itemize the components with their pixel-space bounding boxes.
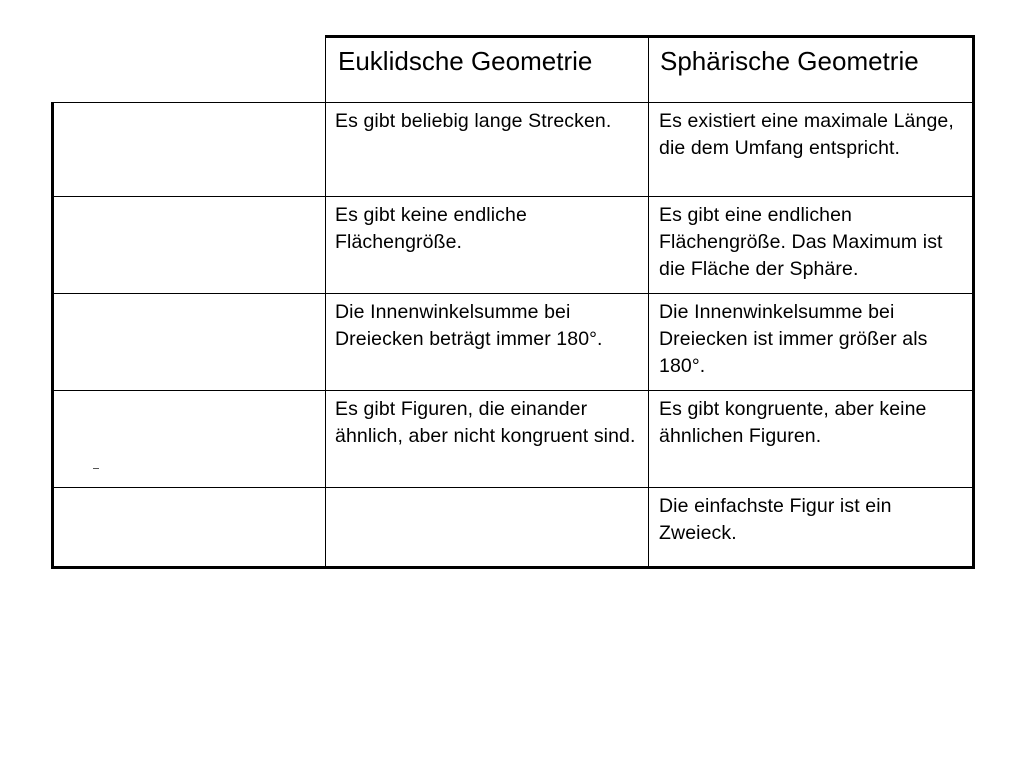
table-bottom-border	[51, 566, 975, 569]
row-1-spherical: Es existiert eine maximale Länge, die dem Umfang entspricht.	[659, 110, 954, 159]
column-divider-1	[325, 102, 326, 567]
row-divider-top	[52, 102, 975, 103]
header-spherical: Sphärische Geometrie	[660, 46, 919, 76]
row-1-euclidean: Es gibt beliebig lange Strecken.	[335, 110, 612, 132]
row-divider-4	[52, 487, 975, 488]
table-left-border	[51, 102, 54, 569]
row-2-spherical: Es gibt eine endlichen Flächengröße. Das Maximum ist die Fläche der Sphäre.	[659, 204, 943, 280]
header-euclidean: Euklidsche Geometrie	[338, 46, 593, 76]
row-divider-2	[52, 293, 975, 294]
table-right-border	[972, 102, 975, 569]
stray-mark	[93, 468, 99, 469]
header-top-border	[325, 35, 975, 38]
column-divider-2	[648, 102, 649, 567]
row-divider-3	[52, 390, 975, 391]
header-right-border	[972, 35, 975, 102]
row-3-spherical: Die Innenwinkelsumme bei Dreiecken ist immer größer als 180°.	[659, 301, 928, 377]
row-2-euclidean: Es gibt keine endliche Flächengröße.	[335, 204, 527, 253]
row-4-spherical: Es gibt kongruente, aber keine ähnlichen Figuren.	[659, 398, 927, 447]
row-divider-1	[52, 196, 975, 197]
header-column-divider	[648, 35, 649, 102]
header-left-border	[325, 35, 326, 102]
row-3-euclidean: Die Innenwinkelsumme bei Dreiecken beträgt immer 180°.	[335, 301, 603, 350]
row-4-euclidean: Es gibt Figuren, die einander ähnlich, aber nicht kongruent sind.	[335, 398, 636, 447]
row-5-spherical: Die einfachste Figur ist ein Zweieck.	[659, 495, 892, 544]
